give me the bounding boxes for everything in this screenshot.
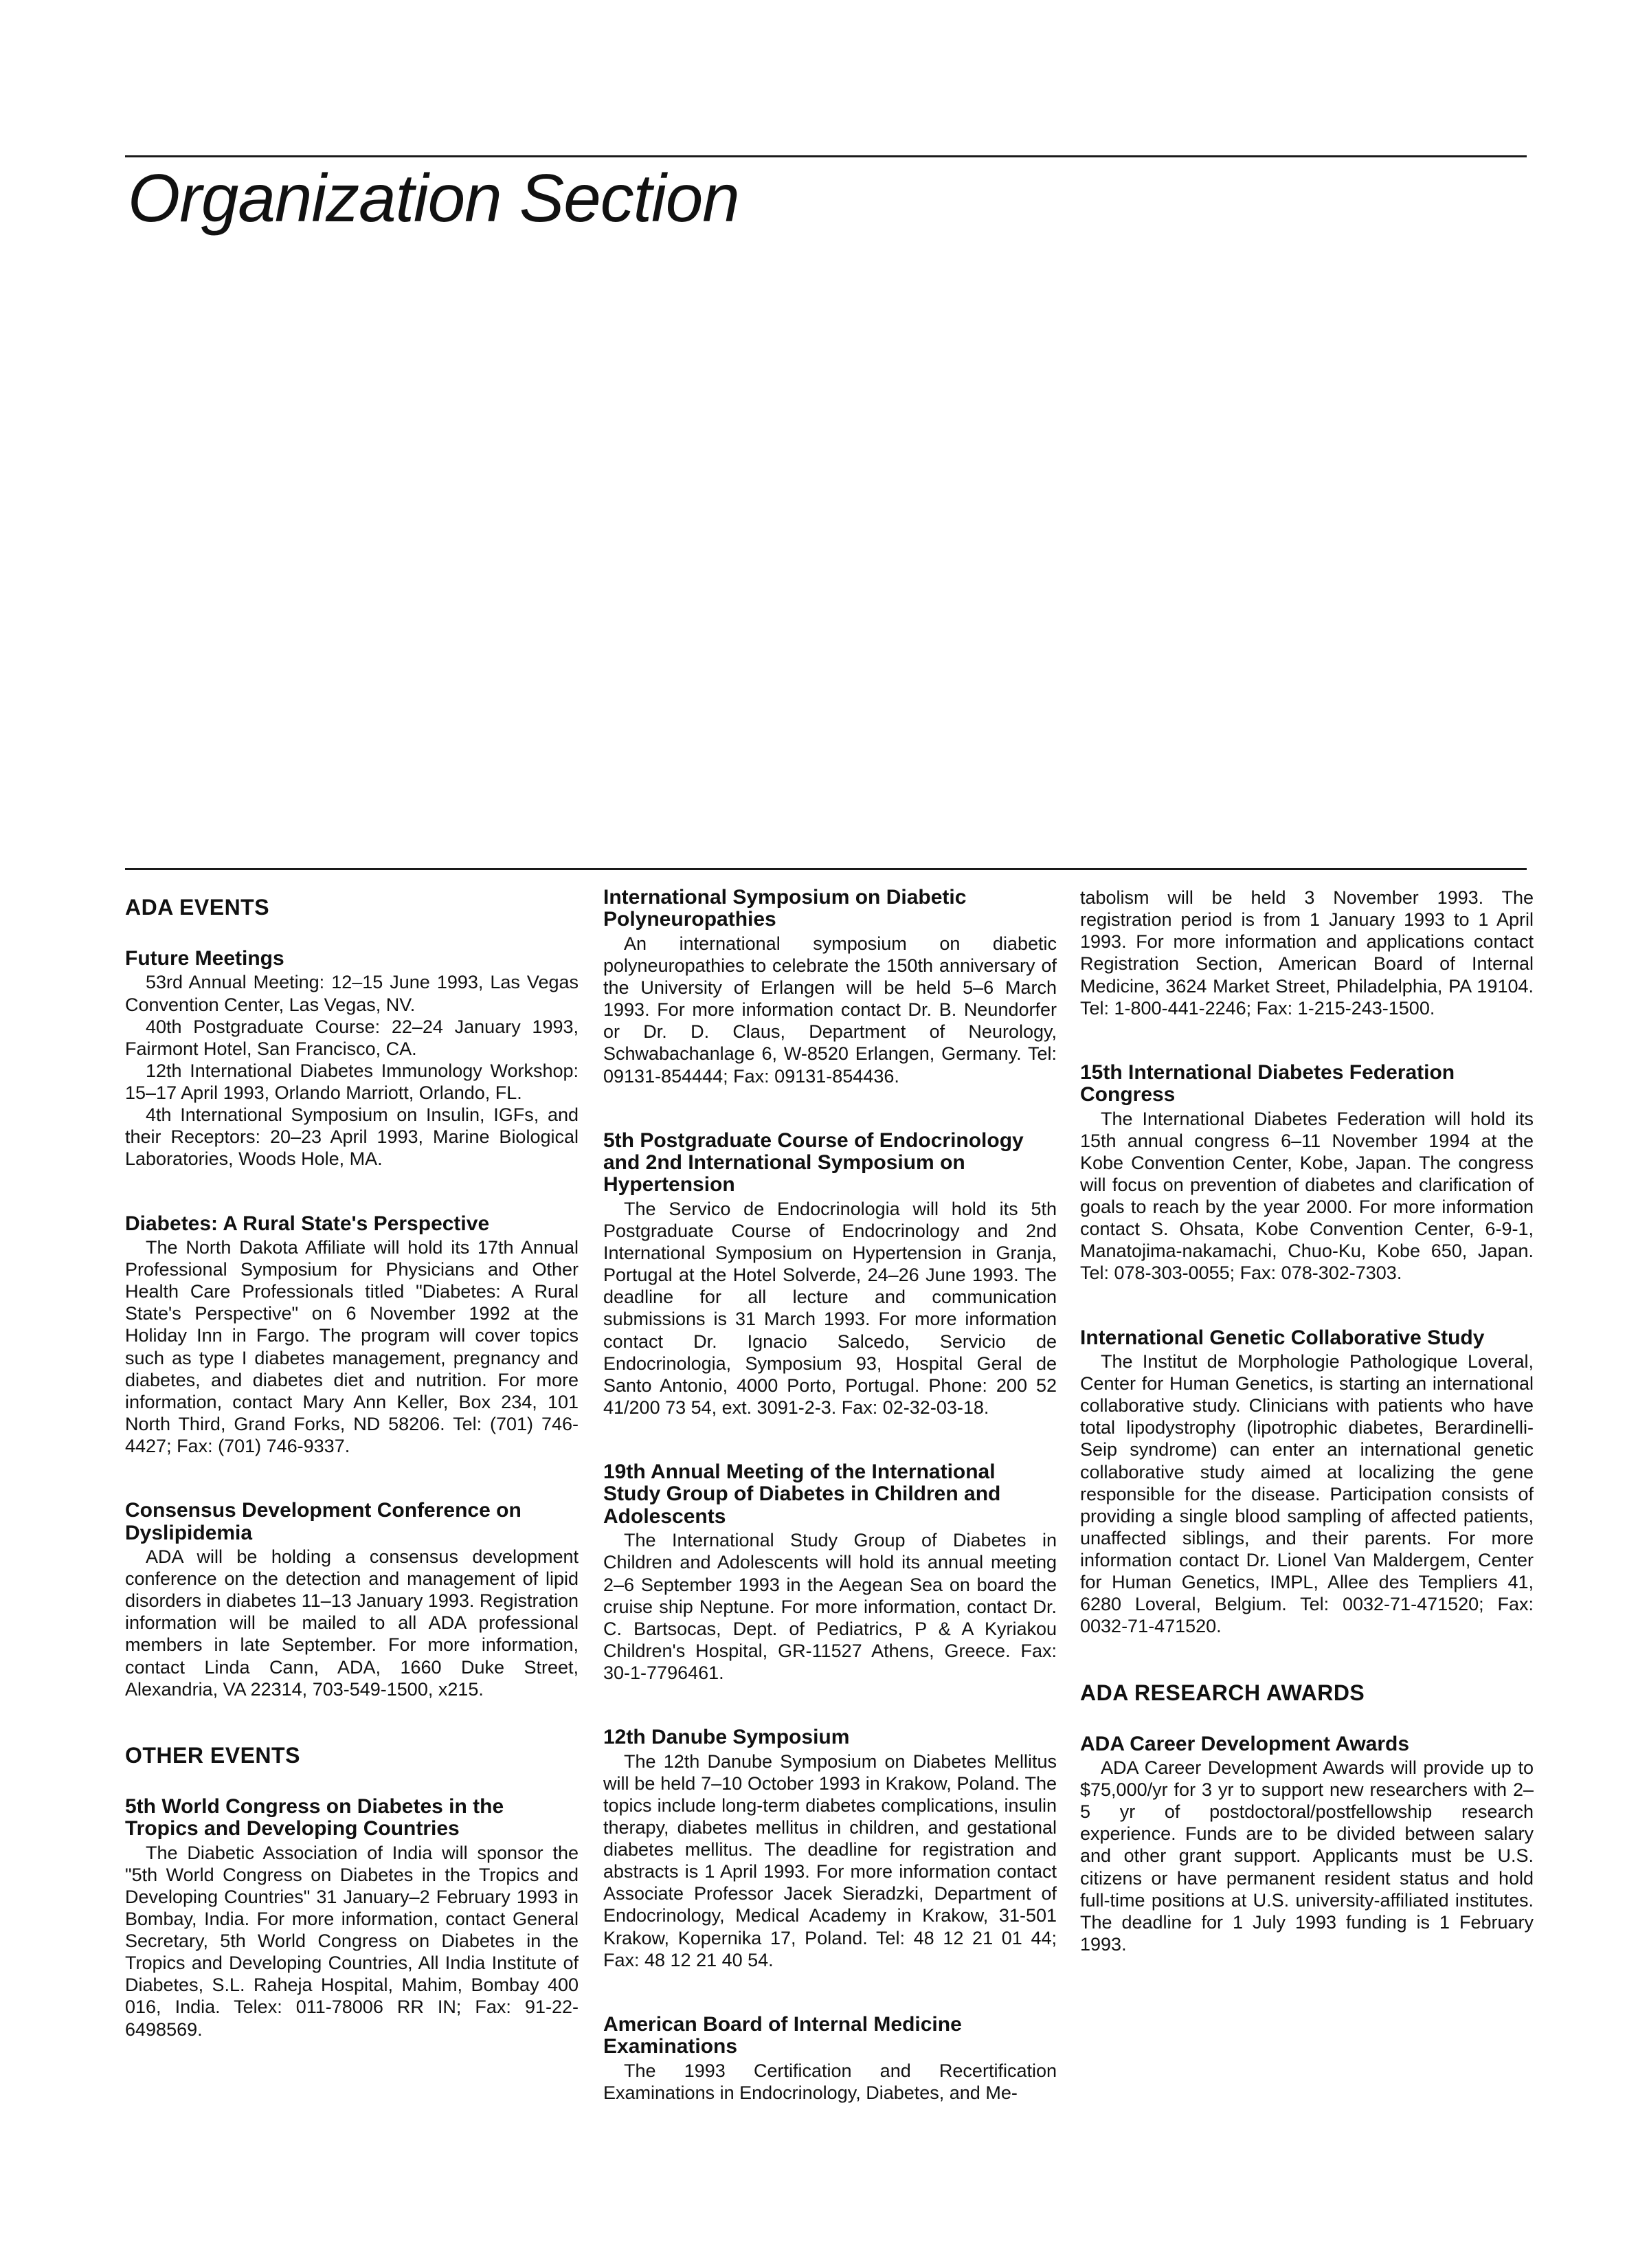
article-paragraph: tabolism will be held 3 November 1993. The registration period is from 1 January 1993 to 1 April 1993. For more information and applications contact Registration Section, American Board of Internal Medicine, 3624 Market Street, Philadelphia, PA 19104. Tel: 1-800-441-2246; Fax: 1-215-243-1500. (1080, 887, 1534, 1019)
article-future-meetings (125, 948, 579, 1170)
article-body (125, 1546, 579, 1700)
article-5th-postgraduate-course-of-endocrinology-and-2nd (603, 1130, 1057, 1419)
article-continuation (1080, 887, 1534, 1019)
article-body (125, 1842, 579, 2041)
article-paragraph: 53rd Annual Meeting: 12–15 June 1993, Las Vegas Convention Center, Las Vegas, NV. (125, 972, 579, 1015)
article-paragraph: ADA will be holding a consensus development conference on the detection and management of lipid disorders in diabetes 11–13 January 1993. Registration information will be mailed to all ADA professional members in late September. For more information, contact Linda Cann, ADA, 1660 Duke Street, Alexandria, VA 22314, 703-549-1500, x215. (125, 1546, 579, 1700)
article-5th-world-congress-on-diabetes-in-the-tropics-an (125, 1796, 579, 2041)
article-body (1080, 1350, 1534, 1638)
article-consensus-development-conference-on-dyslipidemia (125, 1500, 579, 1700)
article-title: Diabetes: A Rural State's Perspective (125, 1212, 490, 1235)
article-body (1080, 887, 1534, 1019)
article-body (125, 971, 579, 1170)
article-paragraph: 40th Postgraduate Course: 22–24 January 1993, Fairmont Hotel, San Francisco, CA. (125, 1016, 579, 1059)
top-rule (125, 155, 1527, 157)
page-title: Organization Section (128, 160, 739, 236)
article-body (1080, 1757, 1534, 1955)
article-title: American Board of Internal Medicine Examinations (603, 2012, 962, 2058)
article-body (125, 1236, 579, 1457)
article-title: International Symposium on Diabetic Polyneuropathies (603, 886, 967, 931)
section-heading-ada-research-awards: ADA RESEARCH AWARDS (1080, 1680, 1365, 1705)
article-diabetes-a-rural-state-s-perspective (125, 1213, 579, 1458)
article-paragraph: The International Study Group of Diabetes in Children and Adolescents will hold its annual meeting 2–6 September 1993 in the Aegean Sea on board the cruise ship Neptune. For more information, contact Dr. C. Bartsocas, Dept. of Pediatrics, P & A Kyriakou Children's Hospital, GR-11527 Athens, Greece. Fax: 30-1-7796461. (603, 1530, 1057, 1683)
article-paragraph: The Institut de Morphologie Pathologique Loveral, Center for Human Genetics, is starting an international collaborative study. Clinicians with patients who have total lipodystrophy (lipotrophic diabetes, Berardinelli-Seip syndrome) can enter an international genetic collaborative study aimed at localizing the gene responsible for the disease. Participation consists of providing a single blood sampling of affected patients, unaffected siblings, and their parents. For more information contact Dr. Lionel Van Maldergem, Center for Human Genetics, IMPL, Allee des Templiers 41, 6280 Loveral, Belgium. Tel: 0032-71-471520; Fax: 0032-71-471520. (1080, 1350, 1534, 1637)
article-title: 12th Danube Symposium (603, 1726, 850, 1749)
article-paragraph: The International Diabetes Federation will hold its 15th annual congress 6–11 November 1994 at the Kobe Convention Center, Kobe, Japan. The congress will focus on prevention of diabetes and clarification of goals to reach by the year 2000. For more information contact S. Ohsata, Kobe Convention Center, 6-9-1, Manatojima-nakamachi, Chuo-Ku, Kobe 650, Japan. Tel: 078-303-0055; Fax: 078-302-7303. (1080, 1108, 1534, 1284)
article-paragraph: 12th International Diabetes Immunology Workshop: 15–17 April 1993, Orlando Marriott, Orlando, FL. (125, 1060, 579, 1104)
article-title: Future Meetings (125, 947, 284, 970)
article-title: International Genetic Collaborative Study (1080, 1326, 1485, 1349)
article-body (603, 1750, 1057, 1971)
article-title: Consensus Development Conference on Dyslipidemia (125, 1499, 521, 1544)
article-body (603, 933, 1057, 1087)
article-body (603, 1529, 1057, 1684)
article-15th-international-diabetes-federation-congress (1080, 1062, 1534, 1285)
article-international-genetic-collaborative-study (1080, 1327, 1534, 1638)
section-heading-other-events: OTHER EVENTS (125, 1742, 300, 1768)
article-international-symposium-on-diabetic-polyneuropat (603, 887, 1057, 1087)
article-paragraph: 4th International Symposium on Insulin, IGFs, and their Receptors: 20–23 April 1993, Marine Biological Laboratories, Woods Hole, MA. (125, 1104, 579, 1170)
article-paragraph: An international symposium on diabetic polyneuropathies to celebrate the 150th anniversary of the University of Erlangen will be held 5–6 March 1993. For more information contact Dr. B. Neundorfer or Dr. D. Claus, Department of Neurology, Schwabachanlage 6, W-8520 Erlangen, Germany. Tel: 09131-854444; Fax: 09131-854436. (603, 933, 1057, 1087)
section-heading-ada-events: ADA EVENTS (125, 895, 270, 920)
article-12th-danube-symposium (603, 1726, 1057, 1971)
article-19th-annual-meeting-of-the-international-study-g (603, 1461, 1057, 1684)
article-title: 19th Annual Meeting of the International Study Group of Diabetes in Children and Adolescents (603, 1460, 1001, 1528)
column-right (1080, 887, 1534, 1998)
content-rule (125, 868, 1527, 870)
article-paragraph: The Servico de Endocrinologia will hold its 5th Postgraduate Course of Endocrinology and 2nd International Symposium on Hypertension in Granja, Portugal at the Hotel Solverde, 24–26 June 1993. The deadline for all lecture and communication submissions is 31 March 1993. For more information contact Dr. Ignacio Salcedo, Servicio de Endocrinologia, Symposium 93, Hospital Geral de Santo Antonio, 4000 Porto, Portugal. Phone: 200 52 41/200 73 54, ext. 3091-2-3. Fax: 02-32-03-18. (603, 1198, 1057, 1418)
column-middle (603, 887, 1057, 2146)
article-paragraph: The 12th Danube Symposium on Diabetes Mellitus will be held 7–10 October 1993 in Krakow, Poland. The topics include long-term diabetes complications, insulin therapy, diabetes mellitus in children, and gestational diabetes mellitus. The deadline for registration and abstracts is 1 April 1993. For more information contact Associate Professor Jacek Sieradzki, Department of Endocrinology, Medical Academy in Krakow, 31-501 Krakow, Kopernika 17, Poland. Tel: 48 12 21 01 44; Fax: 48 12 21 40 54. (603, 1750, 1057, 1970)
article-paragraph: The Diabetic Association of India will sponsor the "5th World Congress on Diabetes in the Tropics and Developing Countries" 31 January–2 February 1993 in Bombay, India. For more information, contact General Secretary, 5th World Congress on Diabetes in the Tropics and Developing Countries, All India Institute of Diabetes, S.L. Raheja Hospital, Mahim, Bombay 400 016, India. Telex: 011-78006 RR IN; Fax: 91-22-6498569. (125, 1842, 579, 2040)
article-title: 5th Postgraduate Course of Endocrinology and 2nd International Symposium on Hypertension (603, 1129, 1024, 1197)
article-ada-career-development-awards (1080, 1733, 1534, 1956)
column-left (125, 887, 579, 2083)
article-body (603, 2060, 1057, 2104)
article-american-board-of-internal-medicine-examinations (603, 2014, 1057, 2104)
article-paragraph: The North Dakota Affiliate will hold its 17th Annual Professional Symposium for Physicians and Other Health Care Professionals titled "Diabetes: A Rural State's Perspective" on 6 November 1992 at the Holiday Inn in Fargo. The program will cover topics such as type I diabetes management, pregnancy and diabetes, and diabetes diet and nutrition. For more information, contact Mary Ann Keller, Box 234, 101 North Third, Grand Forks, ND 58206. Tel: (701) 746-4427; Fax: (701) 746-9337. (125, 1236, 579, 1457)
article-paragraph: ADA Career Development Awards will provide up to $75,000/yr for 3 yr to support new researchers with 2–5 yr of postdoctoral/postfellowship research experience. Funds are to be divided between salary and other grant support. Applicants must be U.S. citizens or have permanent resident status and hold full-time positions at U.S. university-affiliated institutes. The deadline for 1 July 1993 funding is 1 February 1993. (1080, 1757, 1534, 1955)
article-paragraph: The 1993 Certification and Recertification Examinations in Endocrinology, Diabetes, and Me- (603, 2060, 1057, 2103)
article-body (1080, 1108, 1534, 1285)
article-body (603, 1198, 1057, 1419)
article-title: 5th World Congress on Diabetes in the Tropics and Developing Countries (125, 1794, 504, 1841)
article-title: 15th International Diabetes Federation Congress (1080, 1060, 1455, 1107)
article-title: ADA Career Development Awards (1080, 1732, 1410, 1755)
